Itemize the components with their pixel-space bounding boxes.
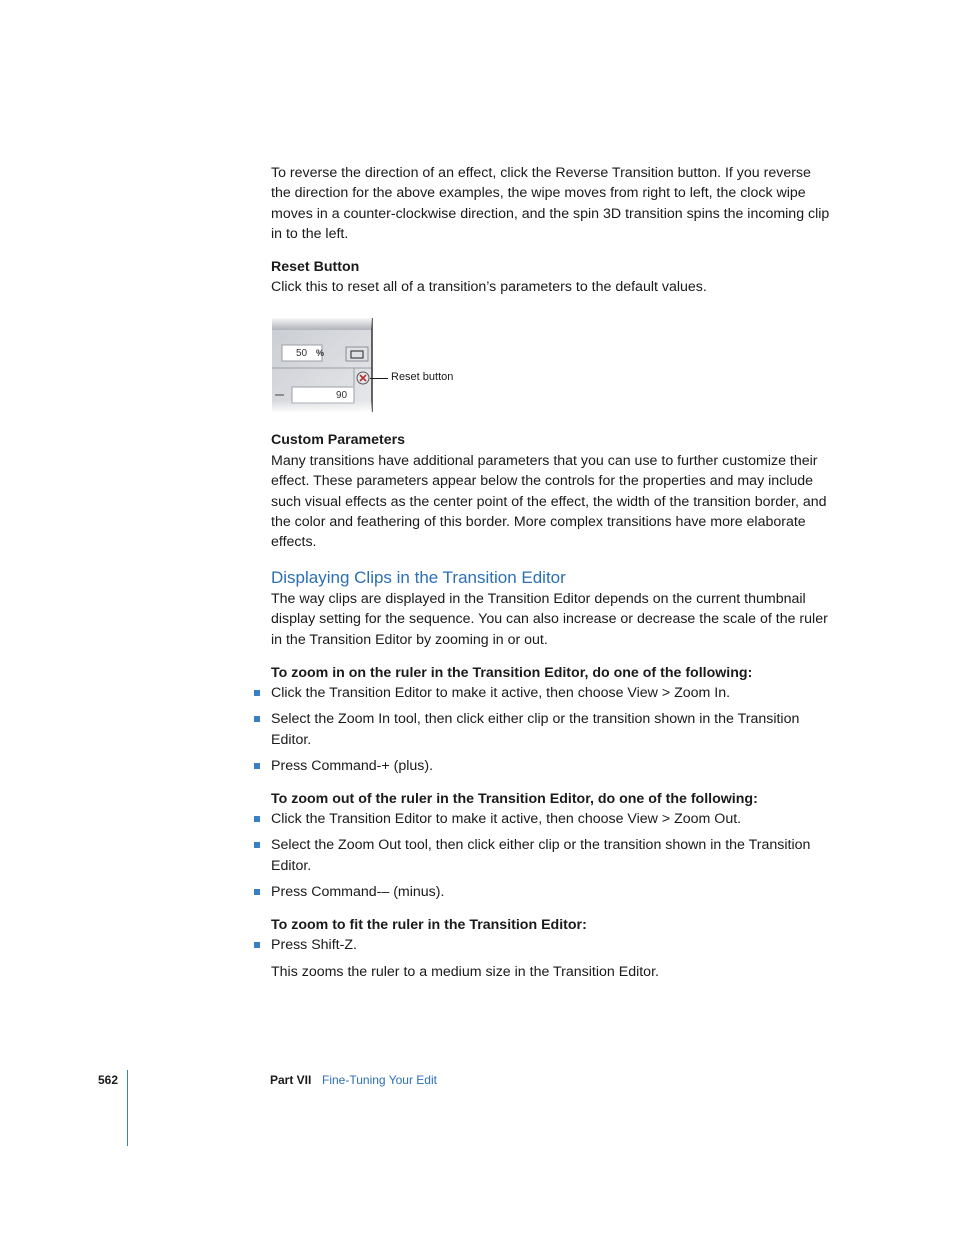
callout-line xyxy=(370,378,388,379)
bullet-icon xyxy=(254,716,260,722)
section-body: The way clips are displayed in the Transition Editor depends on the current thumbnail display setting for the sequence. You can also increase or decrease the scale of the ruler in the Transition Editor by zooming in or out. xyxy=(271,591,828,648)
custom-body: Many transitions have additional parameters that you can use to further customize their effect. These parameters appear below the controls for the properties and may include such visual effects as the center point of the effect, the width of the transition border, and the color and feathering of this border. More complex transitions have more elaborate effects. xyxy=(271,453,827,551)
bullet-icon xyxy=(254,889,260,895)
bullet-icon xyxy=(254,842,260,848)
list-item xyxy=(271,809,831,830)
list-item xyxy=(271,835,831,876)
intro-paragraph: To reverse the direction of an effect, click the Reverse Transition button. If you reverse the direction for the above examples, the wipe moves from right to left, the clock wipe moves in a counter-clockwise direction, and the spin 3D transition spins the incoming clip in to the left. xyxy=(271,165,830,242)
list-item xyxy=(271,756,831,777)
footer-divider xyxy=(127,1070,128,1146)
footer-part: Part VII xyxy=(270,1073,312,1087)
zoom-fit-heading: To zoom to fit the ruler in the Transition Editor: xyxy=(271,917,587,933)
percent-field-value: 50 xyxy=(296,348,308,359)
list-item-text: Press Command-– (minus). xyxy=(271,884,445,900)
list-item xyxy=(271,935,831,956)
bullet-icon xyxy=(254,942,260,948)
zoom-fit-note: This zooms the ruler to a medium size in the Transition Editor. xyxy=(271,964,659,980)
page-number: 562 xyxy=(98,1073,119,1087)
bullet-icon xyxy=(254,816,260,822)
bullet-icon xyxy=(254,690,260,696)
footer-chapter-link[interactable]: Fine-Tuning Your Edit xyxy=(322,1073,437,1087)
custom-heading: Custom Parameters xyxy=(271,432,406,448)
list-item-text: Select the Zoom In tool, then click either clip or the transition shown in the Transition Editor. xyxy=(271,711,800,748)
zoom-out-heading: To zoom out of the ruler in the Transition Editor, do one of the following: xyxy=(271,791,758,807)
angle-field-value: 90 xyxy=(336,390,348,401)
list-item-text: Click the Transition Editor to make it active, then choose View > Zoom In. xyxy=(271,685,731,701)
section-title: Displaying Clips in the Transition Editor xyxy=(271,568,566,587)
list-item xyxy=(271,683,831,704)
list-item-text: Press Shift-Z. xyxy=(271,937,357,953)
reset-heading: Reset Button xyxy=(271,259,360,275)
list-item-text: Click the Transition Editor to make it active, then choose View > Zoom Out. xyxy=(271,811,742,827)
list-item xyxy=(271,882,831,903)
list-item xyxy=(271,709,831,750)
percent-field-unit: % xyxy=(316,348,325,358)
reset-button-figure xyxy=(272,318,374,412)
zoom-in-heading: To zoom in on the ruler in the Transition Editor, do one of the following: xyxy=(271,665,753,681)
reset-body: Click this to reset all of a transition’s parameters to the default values. xyxy=(271,279,707,295)
list-item-text: Press Command-+ (plus). xyxy=(271,758,434,774)
reset-button-callout: Reset button xyxy=(391,371,454,383)
bullet-icon xyxy=(254,763,260,769)
list-item-text: Select the Zoom Out tool, then click either clip or the transition shown in the Transition Editor. xyxy=(271,837,811,874)
controls-screenshot xyxy=(272,318,374,412)
